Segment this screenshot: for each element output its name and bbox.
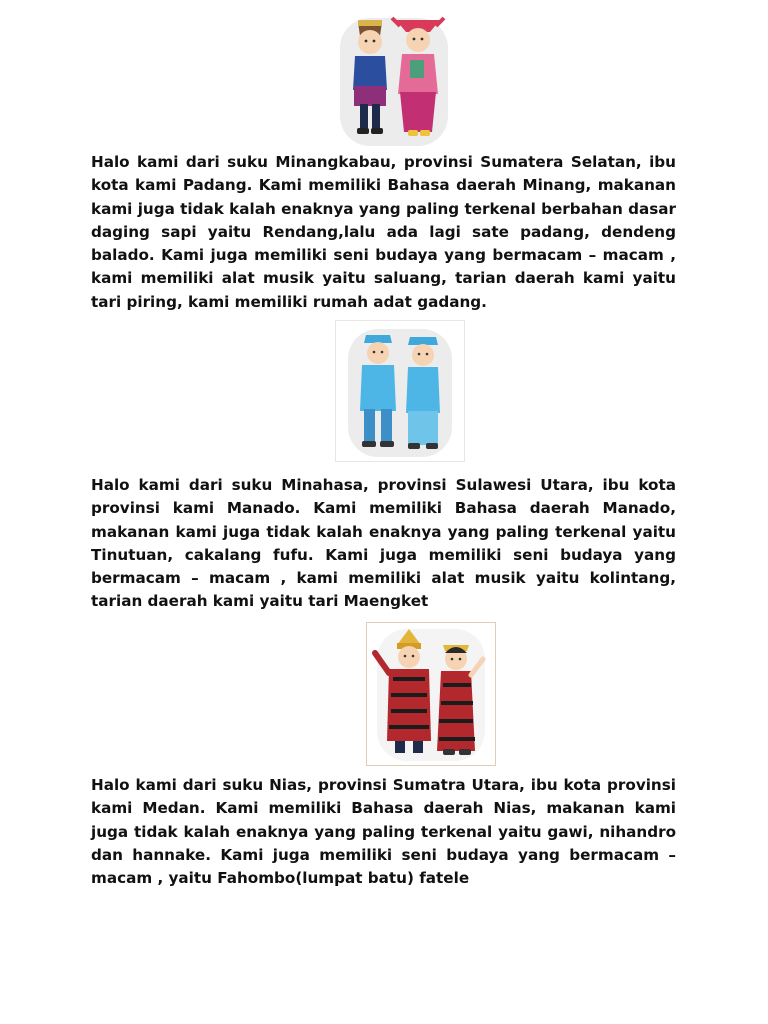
minangkabau-paragraph: Halo kami dari suku Minangkabau, provinsi Sumatera Selatan, ibu kota kami Padang. Kami memiliki Bahasa daerah Minang, makanan kami juga tidak kalah enaknya yang paling terkenal berbahan dasar daging sapi yaitu Rendang,lalu ada lagi sate padang, dendeng balado. Kami juga memiliki seni budaya yang bermacam – macam , kami memiliki alat musik yaitu saluang, tarian daerah kami yaitu tari piring, kami memiliki rumah adat gadang. — [91, 153, 676, 311]
minahasa-couple-illustration — [335, 320, 465, 462]
minahasa-paragraph: Halo kami dari suku Minahasa, provinsi Sulawesi Utara, ibu kota provinsi kami Manado. Kami memiliki Bahasa daerah Manado, makanan kami juga tidak kalah enaknya yang paling terkenal yaitu Tinutuan, cakalang fufu. Kami juga memiliki seni budaya yang bermacam – macam , kami memiliki alat musik yaitu kolintang, tarian daerah kami yaitu tari Maengket — [91, 476, 676, 611]
nias-couple-illustration — [366, 622, 496, 766]
nias-paragraph: Halo kami dari suku Nias, provinsi Sumatra Utara, ibu kota provinsi kami Medan. Kami memiliki Bahasa daerah Nias, makanan kami juga tidak kalah enaknya yang paling terkenal yaitu gawi, nihandro dan hannake. Kami juga memiliki seni budaya yang bermacam – macam , yaitu Fahombo(lumpat batu) fatele — [91, 776, 676, 888]
minangkabau-couple-illustration — [330, 4, 458, 150]
